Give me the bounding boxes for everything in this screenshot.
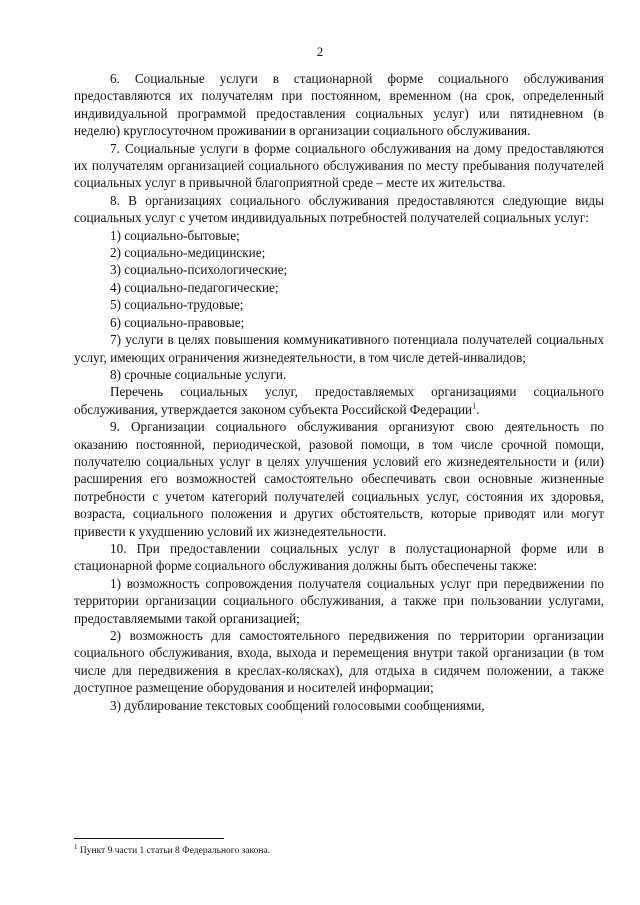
list-item: 8) срочные социальные услуги. [110,366,287,382]
paragraph-9: 9. Организации социального обслуживания организуют свою деятельность по оказанию постоянной, периодической, разовой помощи, в том числе срочной помощи, получателю социальных услуг в целях улучшения условий его жизнедеятельности и (или) расширения его возможностей самостоятельно обеспечивать свои основные жизненные потребности с учетом категорий получателей социальных услуг, состояния их здоровья, возраста, социального положения и других обстоятельств, которые приводят или могут привести к ухудшению условий их жизнедеятельности. [74,419,604,539]
footnote-text: Пункт 9 части 1 статьи 8 Федерального закона. [77,846,271,856]
paragraph-10-item-1: 1) возможность сопровождения получателя социальных услуг при передвижении по территории организации социального обслуживания, а также при пользовании услугами, предоставляемыми такой организацией; [74,575,604,626]
paragraph-8-tail-end: . [476,401,480,417]
list-item: 7) услуги в целях повышения коммуникативного потенциала получателей социальных услуг, имеющих ограничения жизнедеятельности, в том числе детей-инвалидов; [74,332,604,365]
footnote-marker: 1 [74,842,78,851]
list-item: 3) социально-психологические; [110,262,288,278]
footnote-divider [74,838,224,839]
page-number: 2 [316,44,324,59]
paragraph-8-tail-text: Перечень социальных услуг, предоставляемых организациями социального обслуживания, утверждается законом субъекта Российской Федерации [74,384,604,417]
list-item: 1) социально-бытовые; [110,227,240,243]
document-body [74,70,604,714]
list-item: 2) социально-медицинские; [110,245,266,261]
paragraph-8-tail [74,383,604,418]
list-item: 5) социально-трудовые; [110,297,244,313]
footnote-reference: 1 [472,401,477,411]
paragraph-10-item-3: 3) дублирование текстовых сообщений голосовыми сообщениями, [110,697,485,713]
paragraph-8: 8. В организациях социального обслуживания предоставляются следующие виды социальных услуг с учетом индивидуальных потребностей получателей социальных услуг: [74,192,604,226]
list-item: 4) социально-педагогические; [110,279,279,295]
list-item: 6) социально-правовые; [110,314,245,330]
footnote [74,842,271,856]
paragraph-10-item-2: 2) возможность для самостоятельного передвижения по территории организации социального обслуживания, входа, выхода и перемещения внутри такой организации (в том числе для передвижения в креслах-колясках), для отдыха в сидячем положении, а также доступное размещение оборудования и носителей информации; [74,628,604,696]
paragraph-6: 6. Социальные услуги в стационарной форме социального обслуживания предоставляются их получателям при постоянном, временном (на срок, определенный индивидуальной программой предоставления социальных услуг) или пятидневном (в неделю) круглосуточном проживании в организации социального обслуживания. [74,71,604,139]
paragraph-7: 7. Социальные услуги в форме социального обслуживания на дому предоставляются их получателям организацией социального обслуживания по месту пребывания получателей социальных услуг в привычной благоприятной среде – месте их жительства. [74,140,604,191]
paragraph-10: 10. При предоставлении социальных услуг в полустационарной форме или в стационарной форме социального обслуживания должны быть обеспечены также: [74,540,604,574]
